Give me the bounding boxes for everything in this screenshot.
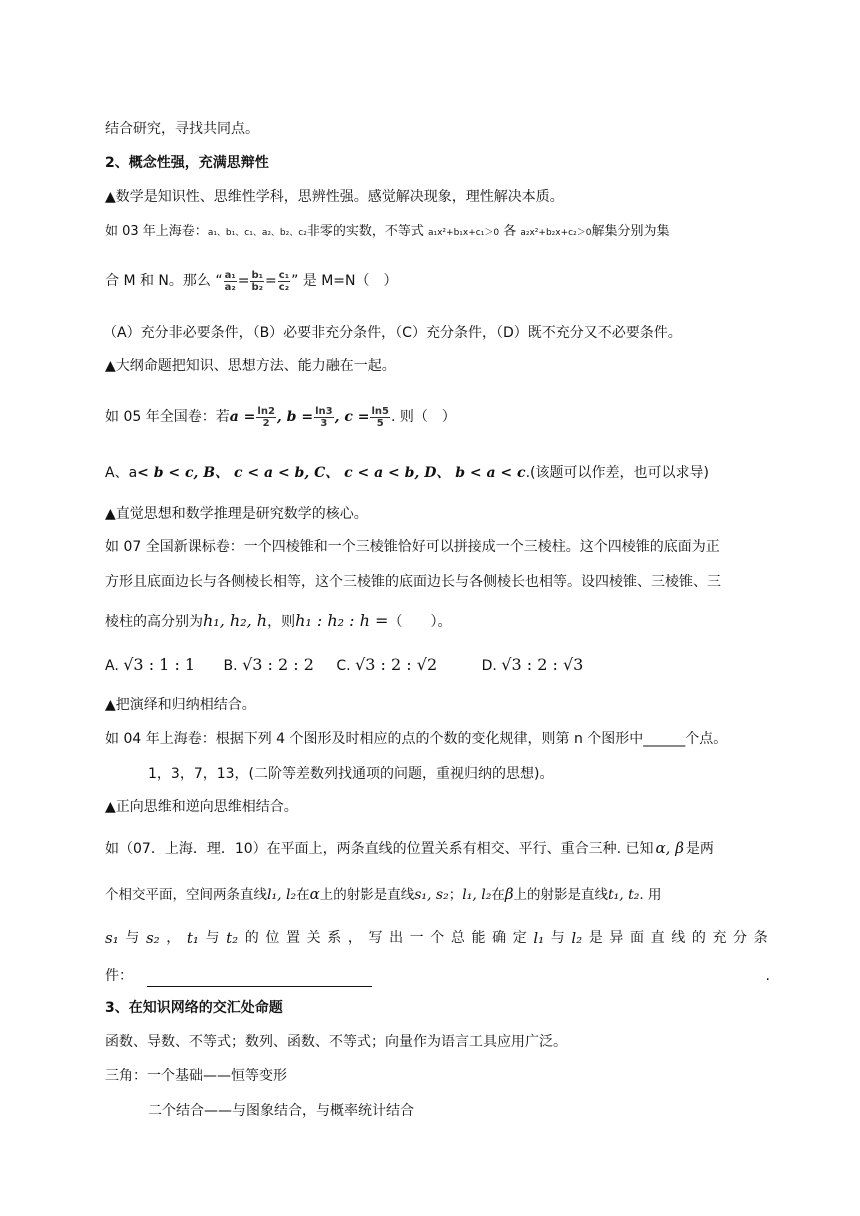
text-char: 条: [753, 930, 768, 946]
paragraph: 三角：一个基础——恒等变形: [105, 1068, 287, 1084]
math-expression: h₁, h₂, h: [203, 611, 268, 630]
text: 如 05 年全国卷：若: [105, 409, 230, 425]
question-2005: [105, 404, 770, 430]
text: 棱柱的高分别为: [105, 614, 203, 630]
text-char: 面: [630, 930, 644, 946]
math-variable: t₂: [226, 929, 239, 947]
text: 在: [296, 887, 310, 903]
text: （ ）。: [388, 614, 452, 630]
text: 如（07．上海．理．10）在平面上，两条直线的位置关系有相交、平行、重合三种. 已知: [105, 841, 654, 857]
math-expression: β: [504, 885, 514, 903]
section-heading: 3、在知识网络的交汇处命题: [105, 1000, 283, 1016]
denominator: 2: [262, 417, 270, 429]
paragraph: 1，3，7，13，(二阶等差数列找通项的问题，重视归纳的思想)。: [148, 766, 554, 782]
math-expression: l₁, l₂: [267, 887, 297, 903]
text: . 用: [639, 887, 662, 903]
fraction: [370, 406, 390, 429]
denominator: a₂: [224, 281, 236, 293]
bullet-point: ▲正向思维和逆向思维相结合。: [105, 799, 298, 815]
text: A、a: [105, 465, 138, 481]
numerator: ln3: [315, 405, 333, 417]
math-variable: l₁: [533, 929, 545, 947]
math-options: < b < c, B、 c < a < b, C、 c < a < b, D、 b < a < c: [137, 465, 526, 481]
option-value: √3 : 1 : 1: [123, 655, 196, 674]
section-heading: 2、概念性强，充满思辩性: [105, 155, 269, 171]
bullet-point: ▲把演绎和归纳相结合。: [105, 697, 256, 713]
fraction: [314, 406, 334, 429]
paragraph: 函数、导数、不等式；数列、函数、不等式；向量作为语言工具应用广泛。: [105, 1034, 567, 1050]
bullet-point: ▲数学是知识性、思维性学科，思辨性强。感觉解决现象，理性解决本质。: [105, 189, 564, 205]
text: 上的射影是直线: [319, 887, 415, 903]
answer-blank[interactable]: [147, 986, 372, 987]
text-char: 与: [205, 930, 220, 946]
math-variable: l₂: [571, 929, 583, 947]
text-char: 充: [712, 930, 727, 946]
fraction-c: [278, 270, 290, 293]
fraction: [256, 406, 276, 429]
math-variable: s₁: [105, 929, 119, 947]
option-label: D.: [481, 658, 497, 674]
fraction-a: [224, 270, 237, 293]
text: ；: [448, 887, 463, 903]
math-expression: α, β: [655, 839, 684, 857]
text-char: 直: [650, 930, 665, 946]
fraction-b: [250, 270, 264, 293]
denominator: b₂: [251, 281, 264, 293]
text: 各: [503, 224, 517, 239]
text: 是两: [685, 841, 714, 857]
text-char: 置: [286, 930, 301, 946]
text-char: 异: [609, 930, 624, 946]
text-char: 关: [306, 930, 321, 946]
answer-options: （A）充分非必要条件，（B）必要非充分条件，（C）充分条件，（D）既不充分又不必要条件。: [103, 325, 682, 341]
text-char: 位: [265, 930, 280, 946]
option-label: C.: [336, 658, 351, 674]
paragraph: 结合研究，寻找共同点。: [105, 121, 259, 137]
math-variable: s₂: [145, 929, 160, 947]
text-char: 线: [671, 930, 686, 946]
numerator: b₁: [251, 269, 264, 281]
question-2007-sh-line3: [105, 926, 768, 950]
option-label: B.: [223, 658, 238, 674]
text-char: 出: [389, 930, 404, 946]
text: 上的射影是直线: [513, 887, 608, 903]
math-variable: t₁: [186, 929, 199, 947]
text-char: 是: [588, 930, 603, 946]
numerator: ln5: [371, 405, 389, 417]
option-value: √3 : 2 : √3: [501, 655, 584, 674]
math-expression: h₁ : h₂ : h =: [295, 611, 389, 630]
numerator: c₁: [278, 269, 290, 281]
text-char: 定: [512, 930, 527, 946]
option-label: A.: [105, 658, 119, 674]
question-prefix: 如 03 年上海卷：: [105, 224, 208, 239]
text-char: 确: [492, 930, 507, 946]
text: 解集分别为集: [591, 224, 670, 239]
option-value: √3 : 2 : √2: [355, 655, 438, 674]
paragraph: 如 07 全国新课标卷：一个四棱锥和一个三棱锥恰好可以拼接成一个三棱柱。这个四棱锥的底面为正: [105, 539, 720, 555]
question-2007-options: [105, 653, 770, 678]
text: .(该题可以作差，也可以求导): [525, 465, 709, 481]
bullet-point: ▲直觉思想和数学推理是研究数学的核心。: [105, 506, 368, 522]
text: ，则: [267, 614, 296, 630]
text-char: 与: [125, 930, 140, 946]
math-expression: l₁, l₂: [462, 887, 492, 903]
math-expression: s₁, s₂: [414, 887, 449, 903]
paragraph: 方形且底面边长与各侧棱长相等，这个三棱锥的底面边长与各侧棱长也相等。设四棱锥、三棱锥、三: [105, 574, 721, 590]
denominator: 3: [320, 417, 328, 429]
question-2007-sh: [105, 836, 770, 861]
denominator: c₂: [278, 281, 290, 293]
question-2005-options: [105, 463, 770, 483]
text: 个相交平面，空间两条直线: [105, 887, 267, 903]
inequality-1: a₁x²+b₁x+c₁＞0: [427, 228, 500, 238]
text-char: 与: [550, 930, 565, 946]
text: 合 M 和 N。那么 “: [105, 273, 223, 289]
inequality-2: a₂x²+b₂x+c₂＞0: [520, 228, 592, 238]
question-2003: [105, 222, 770, 243]
text: . 则（ ）: [391, 409, 456, 425]
math-var: , b =: [276, 409, 314, 425]
math-var: a =: [229, 409, 256, 425]
text-char: 的: [691, 930, 706, 946]
paragraph: 如 04 年上海卷：根据下列 4 个图形及时相应的点的个数的变化规律，则第 n 个图形中______个点。: [105, 731, 728, 747]
text: ” 是 M=N（ ）: [291, 273, 398, 289]
text-char: 系: [327, 930, 342, 946]
math-var: , c =: [334, 409, 370, 425]
text-char: 写: [368, 930, 383, 946]
question-2007-sh-line2: [105, 882, 770, 907]
question-2007-sh-line4: [105, 965, 770, 987]
text-char: 个: [430, 930, 445, 946]
text: 件：: [105, 968, 133, 984]
numerator: a₁: [224, 269, 236, 281]
text-char: 的: [244, 930, 259, 946]
option-value: √3 : 2 : 2: [242, 655, 314, 674]
math-expression: α: [309, 885, 320, 903]
math-expression: t₁, t₂: [608, 887, 640, 903]
text: .: [765, 968, 770, 984]
text: 在: [491, 887, 505, 903]
text-char: 能: [471, 930, 486, 946]
denominator: 5: [376, 417, 384, 429]
coefficients: a₁、b₁、c₁、a₂、b₂、c₂: [207, 228, 307, 238]
text-char: 一: [409, 930, 424, 946]
bullet-point: ▲大纲命题把知识、思想方法、能力融在一起。: [105, 358, 396, 374]
text-char: ，: [166, 930, 181, 946]
text-char: 分: [733, 930, 748, 946]
paragraph: 二个结合——与图象结合，与概率统计结合: [148, 1103, 414, 1119]
numerator: ln2: [257, 405, 275, 417]
text-char: 总: [450, 930, 465, 946]
question-2003-line2: 合 M 和 N。那么 “ $\frac{\text{a₁}}{\text{a₂}}$ = $\frac{\text{b₁}}{\text{b₂}}$ = $\frac{\text{c₁}}{\text{c₂}}$ ” 是 M=N（ ）: [105, 269, 398, 293]
text-char: ，: [347, 930, 362, 946]
text: 非零的实数，不等式: [306, 224, 424, 239]
question-2007-line3: [105, 609, 770, 634]
